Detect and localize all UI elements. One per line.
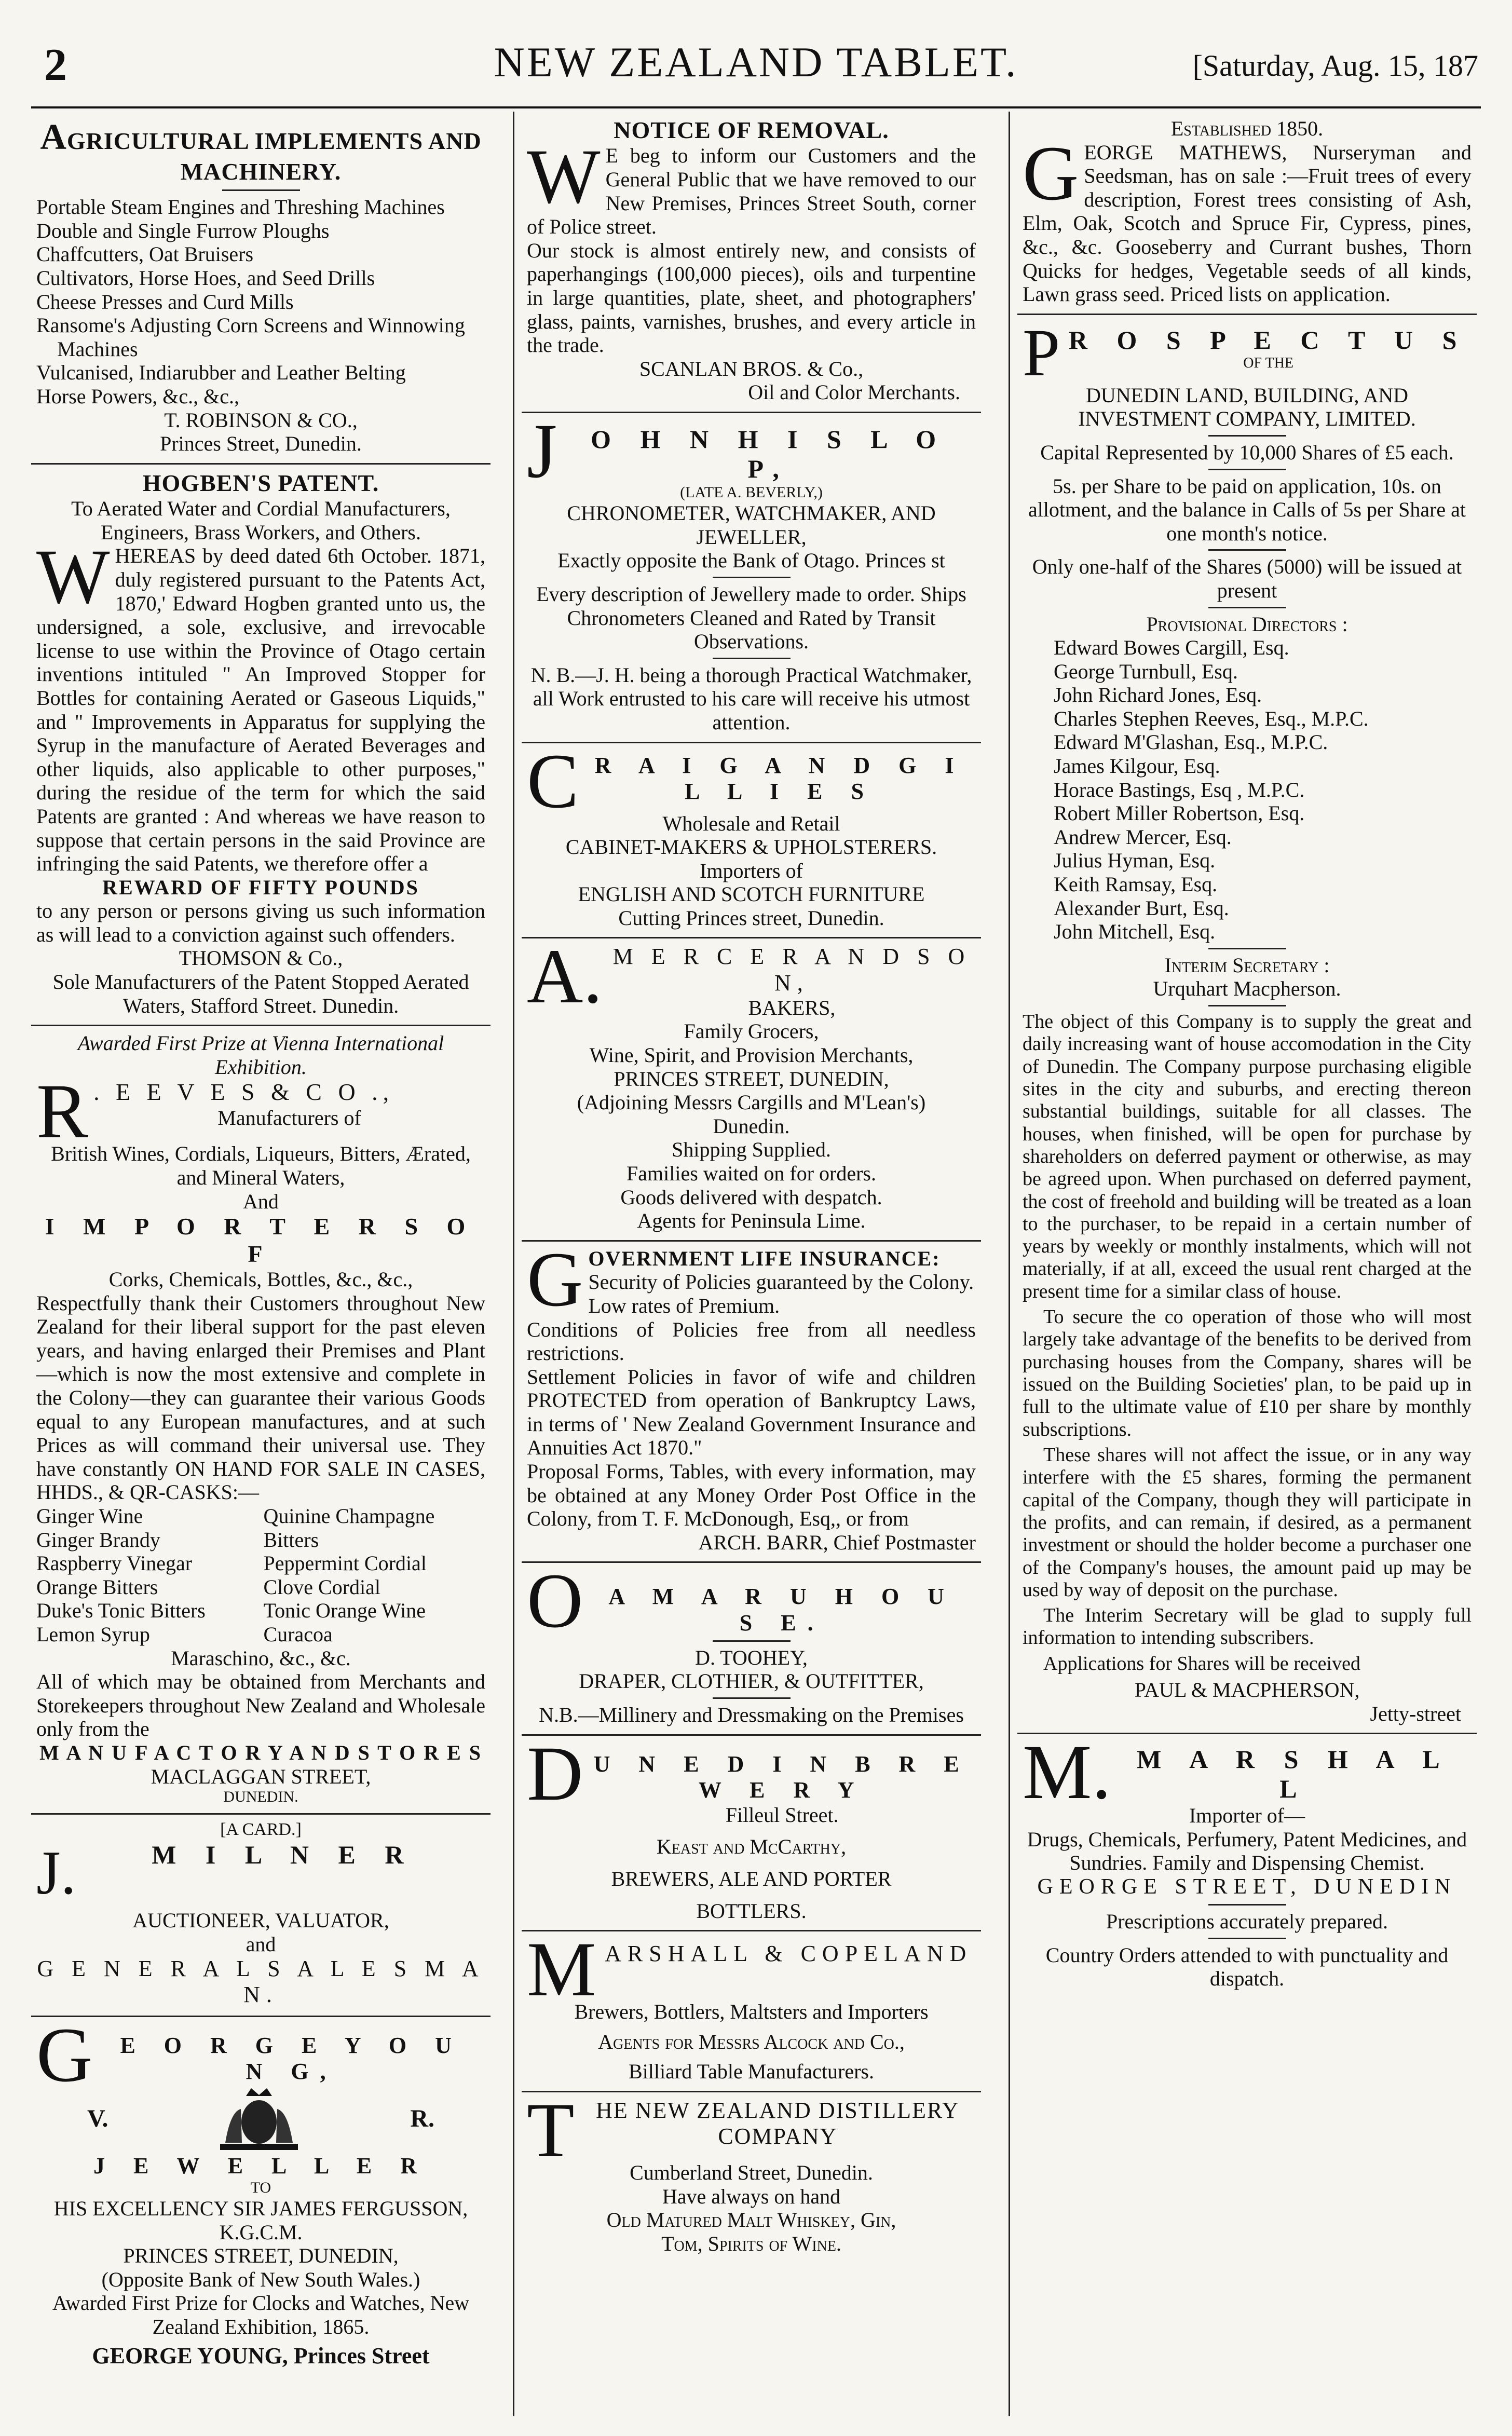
line-2: Old Matured Malt Whiskey, Gin, xyxy=(606,2208,896,2232)
line-9: Goods delivered with despatch. xyxy=(620,1185,882,1209)
goods-item: Curacoa xyxy=(263,1623,333,1646)
ad-m-marshall-chemist xyxy=(1017,1729,1477,1997)
secretary-name: Urquhart Macpherson. xyxy=(1153,977,1341,1001)
secretary-heading: Interim Secretary : xyxy=(1164,953,1330,977)
footer-line: GEORGE YOUNG, Princes Street xyxy=(92,2343,430,2369)
company-name: M E R C E R A N D S O N, xyxy=(612,944,971,996)
divider xyxy=(1208,948,1286,949)
list-item: Portable Steam Engines and Threshing Machines xyxy=(36,195,445,219)
line-5: Proposal Forms, Tables, with every information, may be obtained at any Money Order Post Office in the Colony, from T. F. McDonough, Esq,, or from xyxy=(527,1460,976,1531)
award-line: Awarded First Prize at Vienna International Exhibition. xyxy=(77,1031,444,1079)
drop-initial: T xyxy=(527,2087,575,2173)
line-1: Wholesale and Retail xyxy=(662,811,840,835)
newspaper-title: NEW ZEALAND TABLET. xyxy=(494,38,1018,86)
divider xyxy=(222,189,300,191)
line-3: Wine, Spirit, and Provision Merchants, xyxy=(589,1043,914,1067)
goods-item: Maraschino, &c., &c. xyxy=(171,1646,351,1670)
removal-body: E beg to inform our Customers and the General Public that we have removed to our New Premises, Princes Street South, corner of Police street. xyxy=(527,144,976,239)
goods-item: Peppermint Cordial xyxy=(263,1552,427,1575)
person-name: M A R S H A L L xyxy=(1137,1745,1451,1804)
removal-body-2: Our stock is almost entirely new, and consists of paperhangings (100,000 pieces), oils and turpentine in large quantities, plate, sheet, and photographers' glass, paints, varnishes, brushes, and every article in the trade. xyxy=(527,238,976,357)
ad-reeves-co xyxy=(31,1026,491,1815)
director-name: Robert Miller Robertson, Esq. xyxy=(1054,801,1305,825)
drop-initial: O xyxy=(527,1558,583,1644)
line-3: Tom, Spirits of Wine. xyxy=(661,2231,841,2255)
corks-line: Corks, Chemicals, Bottles, &c., &c., xyxy=(108,1268,413,1291)
director-name: Edward M'Glashan, Esq., M.P.C. xyxy=(1054,730,1328,754)
divider xyxy=(1208,435,1286,437)
of-the-line: OF THE xyxy=(1243,355,1294,371)
late-line: (LATE A. BEVERLY,) xyxy=(680,483,823,501)
signatory-detail: Oil and Color Merchants. xyxy=(748,380,960,404)
director-name: James Kilgour, Esq. xyxy=(1054,754,1220,778)
director-name: Keith Ramsay, Esq. xyxy=(1054,873,1218,896)
hislop-nb: N. B.—J. H. being a thorough Practical Watchmaker, all Work entrusted to his care will receive his utmost attention. xyxy=(530,663,972,734)
list-item: Vulcanised, Indiarubber and Leather Belting xyxy=(36,361,406,385)
divider xyxy=(1208,1938,1286,1939)
cipher-r: R. xyxy=(410,2105,434,2133)
goods-item: Lemon Syrup xyxy=(36,1623,150,1646)
column-rule xyxy=(1009,112,1010,2416)
nursery-body: EORGE MATHEWS, Nurseryman and Seedsman, has on sale :—Fruit trees of every description, Forest trees consisting of Ash, Elm, Oak, Scotch and Spruce Fir, Cypress, pines, &c., &c. Gooseberry and Currant bushes, Thorn Quicks for hedges, Vegetable seeds of all kinds, Lawn grass seed. Priced lists on application. xyxy=(1023,140,1472,306)
ad-milner xyxy=(31,1815,491,2017)
importers-heading: I M P O R T E R S O F xyxy=(45,1213,477,1267)
ad-oamaru-house xyxy=(522,1558,981,1735)
seller-address: Princes Street, Dunedin. xyxy=(160,432,362,456)
occupation-line: AUCTIONEER, VALUATOR, xyxy=(132,1909,389,1933)
company-name: ARSHALL & COPELAND xyxy=(605,1941,973,1967)
street-line: Filleul Street. xyxy=(725,1803,839,1827)
divider xyxy=(713,1697,791,1699)
ad-nz-distillery xyxy=(522,2087,981,2263)
masthead-rule xyxy=(31,106,1481,108)
paragraph: To secure the co operation of those who will most largely take advantage of the benefits to be derived from purchasing houses from the Company, shares will be issued on the Building Societies' plan, to be paid up in full to the ultimate value of £10 per share by monthly subscriptions. xyxy=(1023,1306,1472,1440)
drop-initial: G xyxy=(527,1236,583,1323)
line-6: Dunedin. xyxy=(713,1114,790,1138)
goods-item: Ginger Wine xyxy=(36,1504,143,1528)
director-name: John Richard Jones, Esq. xyxy=(1054,683,1262,707)
director-name: Julius Hyman, Esq. xyxy=(1054,849,1216,873)
drop-initial: P xyxy=(1023,315,1060,390)
line-5: Cutting Princes street, Dunedin. xyxy=(618,906,884,930)
signatory: PAUL & MACPHERSON, xyxy=(1134,1678,1360,1702)
drop-initial: M xyxy=(527,1926,596,2013)
goods-list xyxy=(36,1504,485,1646)
patron-line: HIS EXCELLENCY SIR JAMES FERGUSSON, K.G.C.M. xyxy=(53,2196,468,2244)
shares-issue-line: Only one-half of the Shares (5000) will be issued at present xyxy=(1032,555,1462,602)
company-name: HE NEW ZEALAND DISTILLERY COMPANY xyxy=(596,2098,960,2149)
ad-agricultural-implements xyxy=(31,112,491,465)
drop-initial: M. xyxy=(1023,1729,1111,1816)
paragraph: These shares will not affect the issue, or in any way interfere with the £5 shares, forming the permanent capital of the Company, though they will participate in the profits, and can remain, if desired, as a permanent investment or should the holder become a purchaser one of the Company's houses, the amount paid up may be used by way of deposit on the purchase. xyxy=(1023,1444,1472,1601)
divider xyxy=(713,658,791,659)
goods-item: Quinine Champagne xyxy=(263,1504,435,1528)
ad-notice-of-removal xyxy=(522,112,981,413)
divider xyxy=(1208,1904,1286,1906)
line-3: GEORGE STREET, DUNEDIN xyxy=(1037,1875,1457,1899)
list-item: Horse Powers, &c., &c., xyxy=(36,384,240,408)
line-2: Low rates of Premium. xyxy=(588,1294,780,1317)
ad-heading: OVERNMENT LIFE INSURANCE: xyxy=(588,1246,941,1270)
reeves-body-2: All of which may be obtained from Merchants and Storekeepers throughout New Zealand and Wholesale only from the xyxy=(36,1670,485,1741)
masthead xyxy=(29,29,1483,106)
ad-heading: GRICULTURAL IMPLEMENTS AND MACHINERY. xyxy=(66,128,482,185)
line-3: Importers of xyxy=(700,859,803,882)
page-number: 2 xyxy=(44,40,67,90)
line-4: ENGLISH AND SCOTCH FURNITURE xyxy=(578,882,925,906)
line-10: Agents for Peninsula Lime. xyxy=(637,1209,866,1233)
signatory-detail: Jetty-street xyxy=(1370,1702,1461,1725)
and-line: And xyxy=(243,1189,279,1213)
paragraph: The object of this Company is to supply the great and daily increasing want of house accomodation in the City of Dunedin. The Company purpose purchasing eligible sites in the city and suburbs, and erecting thereon substantial buildings, suitable for all classes. The houses, when finished, will be open for purchase by shareholders on deferred payment or otherwise, as may be agreed upon. When purchased on deferred payment, the cost of freehold and building will be treated as a loan to the purchaser, to be repaid in a certain number of years by weekly or monthly instalments, which will not materially, if at all, exceed the usual rent charged at the present time for a similar class of house. xyxy=(1023,1011,1472,1302)
column-1 xyxy=(31,112,491,2416)
line-8: Families waited on for orders. xyxy=(626,1161,876,1185)
line-1: Have always on hand xyxy=(662,2184,841,2208)
line-4: PRINCES STREET, DUNEDIN, xyxy=(614,1067,889,1091)
drop-initial: G xyxy=(36,2011,93,2098)
signatory-detail: Sole Manufacturers of the Patent Stopped Aerated Waters, Stafford Street. Dunedin. xyxy=(52,970,469,1017)
signatory: ARCH. BARR, Chief Postmaster xyxy=(698,1530,976,1554)
signatory: SCANLAN BROS. & Co., xyxy=(639,357,864,380)
column-2 xyxy=(522,112,981,2416)
person-name: M I L N E R xyxy=(152,1840,415,1870)
line-4: Settlement Policies in favor of wife and children PROTECTED from operation of Bankruptcy Laws, in terms of ' New Zealand Government Insurance and Annuities Act 1870." xyxy=(527,1365,976,1460)
manufacturers-line: Manufacturers of xyxy=(217,1106,361,1129)
trade-line-2: BOTTLERS. xyxy=(696,1899,807,1923)
line-3: Conditions of Policies free from all needless restrictions. xyxy=(527,1317,976,1365)
line-1: Security of Policies guaranteed by the Colony. xyxy=(588,1270,974,1294)
divider xyxy=(1208,469,1286,470)
drop-initial: G xyxy=(1023,130,1079,216)
divider xyxy=(1208,607,1286,608)
to-line: TO xyxy=(250,2179,271,2196)
goods-item: Tonic Orange Wine xyxy=(263,1599,426,1623)
divider xyxy=(713,1640,791,1642)
trade-line: BREWERS, ALE AND PORTER xyxy=(611,1867,892,1891)
implement-list xyxy=(36,195,485,408)
drop-initial: C xyxy=(527,738,579,824)
list-item: Cultivators, Horse Hoes, and Seed Drills xyxy=(36,266,375,290)
terms-line: 5s. per Share to be paid on application, 10s. on allotment, and the balance in Calls of 5s per Share at one month's notice. xyxy=(1028,474,1466,545)
ad-john-hislop xyxy=(522,407,981,743)
opposite-line: (Opposite Bank of New South Wales.) xyxy=(101,2267,420,2291)
ad-heading: R O S P E C T U S xyxy=(1068,325,1468,355)
line-2: CABINET-MAKERS & UPHOLSTERERS. xyxy=(565,835,937,859)
award-line: Awarded First Prize for Clocks and Watches, New Zealand Exhibition, 1865. xyxy=(52,2291,470,2338)
ad-prospectus xyxy=(1017,315,1477,1735)
trade-heading: J E W E L L E R xyxy=(93,2153,429,2179)
drop-initial: J. xyxy=(36,1838,76,1908)
goods-item: Clove Cordial xyxy=(263,1575,381,1599)
list-item: Double and Single Furrow Ploughs xyxy=(36,219,330,242)
card-label: [A CARD.] xyxy=(220,1820,302,1840)
street-line: Cumberland Street, Dunedin. xyxy=(630,2161,873,2184)
owners-line: Keast and McCarthy, xyxy=(656,1835,847,1859)
ad-craig-and-gillies xyxy=(522,738,981,939)
director-name: John Mitchell, Esq. xyxy=(1054,920,1216,944)
line-4: Prescriptions accurately prepared. xyxy=(1106,1909,1388,1933)
drop-initial: J xyxy=(527,407,557,494)
drop-initial: A. xyxy=(527,933,603,1020)
director-name: Andrew Mercer, Esq. xyxy=(1054,825,1232,849)
line-1: Importer of— xyxy=(1189,1804,1305,1828)
street-line: MACLAGGAN STREET, xyxy=(151,1764,371,1788)
owner-line: D. TOOHEY, xyxy=(695,1645,808,1669)
line-2: Family Grocers, xyxy=(684,1019,819,1043)
ad-dunedin-brewery xyxy=(522,1730,981,1932)
signatory: THOMSON & Co., xyxy=(179,946,343,970)
ad-heading: NOTICE OF REMOVAL. xyxy=(614,117,889,143)
paragraph: Applications for Shares will be received xyxy=(1043,1652,1360,1675)
line-2: Drugs, Chemicals, Perfumery, Patent Medicines, and Sundries. Family and Dispensing Chemist. xyxy=(1027,1827,1467,1875)
line-1: Brewers, Bottlers, Maltsters and Importers xyxy=(574,2000,929,2024)
directors-heading: Provisional Directors : xyxy=(1146,612,1348,636)
ad-marshall-and-copeland xyxy=(522,1926,981,2092)
goods-item: Orange Bitters xyxy=(36,1575,158,1599)
directors-list xyxy=(1023,636,1472,944)
divider xyxy=(713,577,791,578)
line-7: Shipping Supplied. xyxy=(672,1138,831,1162)
addressee-line: To Aerated Water and Cordial Manufacturers, Engineers, Brass Workers, and Others. xyxy=(71,497,451,544)
nb-line: N.B.—Millinery and Dressmaking on the Premises xyxy=(539,1703,964,1726)
royal-arms-row xyxy=(36,2086,485,2153)
company-name: DUNEDIN LAND, BUILDING, AND INVESTMENT COMPANY, LIMITED. xyxy=(1078,383,1416,431)
line-3: Billiard Table Manufacturers. xyxy=(629,2060,874,2084)
director-name: Edward Bowes Cargill, Esq. xyxy=(1054,636,1289,660)
ad-government-life-insurance xyxy=(522,1236,981,1563)
ad-george-young xyxy=(31,2011,491,2376)
shop-name: A M A R U H O U S E. xyxy=(608,1584,956,1636)
column-3 xyxy=(1017,112,1477,2416)
line-2: Agents for Messrs Alcock and Co., xyxy=(598,2030,905,2053)
goods-item: Duke's Tonic Bitters xyxy=(36,1599,206,1623)
person-name: E O R G E Y O U N G, xyxy=(120,2032,463,2084)
line-1: BAKERS, xyxy=(748,996,836,1019)
reeves-body: Respectfully thank their Customers throughout New Zealand for their liberal support for the past eleven years, and having enlarged their Premises and Plant—which is now the most extensive and complete in the Colony—they can guarantee their various Goods equal to any European manufactures, and at such Prices as will command their universal use. They have constantly ON HAND FOR SALE IN CASES, HHDS., & QR-CASKS:— xyxy=(36,1291,485,1504)
line-5: (Adjoining Messrs Cargills and M'Lean's) xyxy=(577,1091,926,1114)
ad-a-mercer-and-son xyxy=(522,933,981,1241)
director-name: Alexander Burt, Esq. xyxy=(1054,896,1229,920)
royal-crest-icon xyxy=(210,2086,308,2153)
and-line: and xyxy=(246,1932,276,1956)
issue-date: [Saturday, Aug. 15, 187 xyxy=(1192,49,1478,83)
drop-initial: W xyxy=(36,534,110,620)
occupation-line-2: G E N E R A L S A L E S M A N. xyxy=(37,1956,485,2008)
drop-initial: W xyxy=(527,133,601,220)
divider xyxy=(1208,1005,1286,1006)
ad-george-mathews xyxy=(1017,112,1477,315)
goods-item: Raspberry Vinegar xyxy=(36,1552,193,1575)
trade-line: CHRONOMETER, WATCHMAKER, AND JEWELLER, xyxy=(567,501,936,549)
company-name: R A I G A N D G I L L I E S xyxy=(594,752,965,804)
list-item: Ransome's Adjusting Corn Screens and Winnowing Machines xyxy=(36,314,465,361)
drop-initial: D xyxy=(527,1730,583,1817)
cipher-v: V. xyxy=(87,2105,108,2133)
list-item: Cheese Presses and Curd Mills xyxy=(36,290,294,314)
ad-hogbens-patent xyxy=(31,465,491,1027)
divider xyxy=(1208,549,1286,551)
person-name: O H N H I S L O P, xyxy=(591,424,948,483)
street-line: PRINCES STREET, DUNEDIN, xyxy=(123,2244,399,2268)
line-5: Country Orders attended to with punctuality and dispatch. xyxy=(1045,1943,1449,1991)
goods-item: Bitters xyxy=(263,1528,319,1552)
director-name: George Turnbull, Esq. xyxy=(1054,659,1238,683)
products-line: British Wines, Cordials, Liqueurs, Bitters, Ærated, and Mineral Waters, xyxy=(51,1142,471,1190)
city-line: DUNEDIN. xyxy=(223,1788,298,1806)
patent-notice-body-2: to any person or persons giving us such information as will lead to a conviction against such offenders. xyxy=(36,899,485,946)
patent-notice-body: HEREAS by deed dated 6th October. 1871, duly registered pursuant to the Patents Act, 1870,' Edward Hogben granted unto us, the undersigned, a sole, exclusive, and irrevocable license to use within the Province of Otago certain inventions intituled " An Improved Stopper for Bottles for containing Aerated or Gaseous Liquids," and " Improvements in Apparatus for supplying the Syrup in the manufacture of Aerated Beverages and other liquids, also applicable to other purposes," during the residue of the term for which the said Patents are granted : And whereas we have reason to suppose that certain persons in the said Province are infringing the said Patents, we therefore offer a xyxy=(36,544,485,876)
director-name: Charles Stephen Reeves, Esq., M.P.C. xyxy=(1054,706,1369,730)
address-line: Exactly opposite the Bank of Otago. Princes st xyxy=(557,549,945,573)
drop-initial: A xyxy=(40,117,67,157)
paragraph: The Interim Secretary will be glad to supply full information to intending subscribers. xyxy=(1023,1604,1472,1649)
established-line: Established 1850. xyxy=(1170,117,1324,140)
factory-line: M A N U F A C T O R Y A N D S T O R E S xyxy=(39,1740,483,1764)
director-name: Horace Bastings, Esq , M.P.C. xyxy=(1054,778,1305,801)
company-name: U N E D I N B R E W E R Y xyxy=(593,1751,971,1803)
reward-line: REWARD OF FIFTY POUNDS xyxy=(102,875,419,899)
ad-heading: HOGBEN'S PATENT. xyxy=(142,469,379,496)
list-item: Chaffcutters, Oat Bruisers xyxy=(36,242,254,266)
seller-name: T. ROBINSON & CO., xyxy=(164,408,358,432)
goods-item: Ginger Brandy xyxy=(36,1528,160,1552)
capital-line: Capital Represented by 10,000 Shares of £5 each. xyxy=(1040,440,1454,464)
column-rule xyxy=(513,112,514,2416)
drop-initial: R xyxy=(36,1068,89,1155)
company-name: . E E V E S & C O ., xyxy=(93,1079,394,1106)
hislop-body: Every description of Jewellery made to order. Ships Chronometers Cleaned and Rated by Transit Observations. xyxy=(536,582,966,654)
trade-line: DRAPER, CLOTHIER, & OUTFITTER, xyxy=(579,1669,924,1693)
